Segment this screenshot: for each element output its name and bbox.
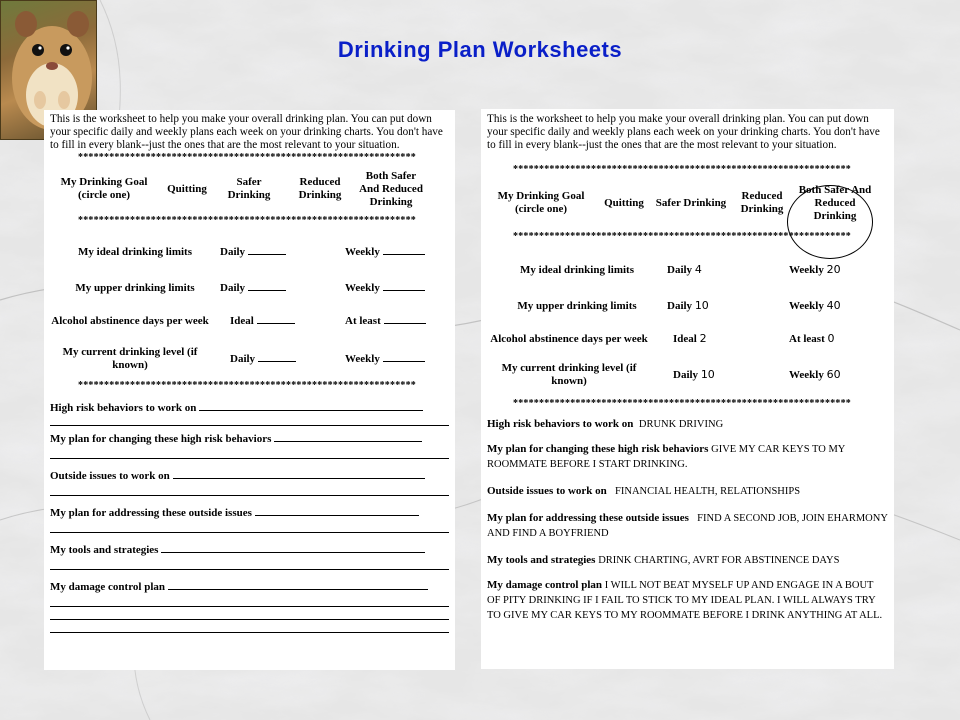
blank-line[interactable] — [50, 606, 449, 607]
star-divider: ***************************************************************** — [78, 215, 416, 226]
daily-label: Daily — [673, 369, 699, 381]
weekly-label: Weekly — [345, 281, 380, 294]
current-daily-value[interactable]: 10 — [700, 368, 715, 381]
goal-option-both[interactable]: Both Safer And Reduced Drinking — [798, 183, 872, 222]
outside-row — [50, 469, 449, 483]
high-risk-row — [50, 401, 449, 415]
daily-label: Daily — [667, 264, 693, 276]
weekly-label: Weekly — [345, 352, 380, 365]
upper-limits-row — [50, 278, 449, 298]
high-risk-label: High risk behaviors to work on — [487, 418, 634, 430]
abstinence-row — [50, 306, 449, 336]
star-divider: ***************************************************************** — [513, 231, 851, 242]
upper-limits-label: My upper drinking limits — [517, 299, 637, 312]
weekly-label: Weekly — [789, 300, 824, 312]
filled-worksheet — [481, 109, 894, 669]
star-divider: ***************************************************************** — [78, 380, 416, 391]
ideal-daily-value[interactable]: 4 — [694, 263, 702, 276]
ideal-weekly-value[interactable]: 20 — [826, 263, 841, 276]
star-divider: ***************************************************************** — [513, 164, 851, 175]
weekly-blank[interactable] — [383, 254, 425, 255]
goal-row — [50, 163, 449, 215]
goal-label: My Drinking Goal (circle one) — [60, 176, 148, 201]
goal-option-quitting[interactable]: Quitting — [167, 182, 207, 195]
plan-outside-row — [50, 506, 449, 520]
blank-line[interactable] — [50, 532, 449, 533]
plan-outside-answer[interactable]: FIND A SECOND JOB, JOIN EHARMONY AND FIND A BOYFRIEND — [487, 513, 888, 539]
damage-row — [487, 578, 888, 623]
tools-label: My tools and strategies — [50, 544, 159, 556]
selected-goal-circle — [787, 185, 873, 259]
worksheet-intro: This is the worksheet to help you make your overall drinking plan. You can put down your specific daily and weekly plans each week on your drinking charts. You don't have to fill in every blank--just the ones that are the most relevant to your situation. — [50, 113, 443, 151]
ideal-limits-row — [487, 260, 888, 280]
daily-label: Daily — [230, 352, 256, 365]
tools-label: My tools and strategies — [487, 554, 596, 566]
daily-blank[interactable] — [248, 290, 286, 291]
goal-option-safer[interactable]: Safer Drinking — [655, 196, 727, 209]
ideal-label: Ideal — [230, 314, 254, 327]
outside-answer[interactable]: FINANCIAL HEALTH, RELATIONSHIPS — [615, 486, 801, 497]
ideal-label: Ideal — [673, 333, 697, 345]
goal-option-safer[interactable]: Safer Drinking — [227, 176, 271, 201]
blank-line[interactable] — [50, 619, 449, 620]
plan-outside-blank[interactable] — [255, 515, 419, 516]
daily-blank[interactable] — [248, 254, 286, 255]
plan-outside-label: My plan for addressing these outside issues — [487, 512, 689, 524]
upper-limits-label: My upper drinking limits — [75, 281, 195, 294]
ideal-limits-row — [50, 242, 449, 262]
high-risk-blank[interactable] — [199, 410, 423, 411]
plan-high-risk-answer[interactable]: GIVE MY CAR KEYS TO MY ROOMMATE BEFORE I START DRINKING. — [487, 444, 845, 470]
damage-blank[interactable] — [168, 589, 428, 590]
goal-option-reduced[interactable]: Reduced Drinking — [740, 190, 784, 215]
blank-line[interactable] — [50, 458, 449, 459]
goal-option-quitting[interactable]: Quitting — [604, 196, 644, 209]
plan-high-risk-row — [50, 432, 449, 446]
plan-high-risk-label: My plan for changing these high risk behaviors — [50, 433, 272, 445]
abstinence-row — [487, 324, 888, 354]
ideal-blank[interactable] — [257, 323, 295, 324]
blank-worksheet — [44, 110, 455, 670]
outside-label: Outside issues to work on — [487, 485, 607, 497]
damage-row — [50, 580, 449, 594]
daily-blank[interactable] — [258, 361, 296, 362]
tools-answer[interactable]: DRINK CHARTING, AVRT FOR ABSTINENCE DAYS — [598, 555, 840, 566]
ideal-limits-label: My ideal drinking limits — [78, 245, 192, 258]
outside-blank[interactable] — [173, 478, 425, 479]
damage-label: My damage control plan — [487, 579, 602, 591]
high-risk-row — [487, 417, 888, 432]
tools-blank[interactable] — [161, 552, 425, 553]
blank-line[interactable] — [50, 569, 449, 570]
damage-label: My damage control plan — [50, 581, 165, 593]
abstinence-label: Alcohol abstinence days per week — [51, 314, 209, 327]
page-title: Drinking Plan Worksheets — [337, 37, 623, 62]
plan-outside-row — [487, 511, 888, 541]
goal-option-both[interactable]: Both Safer And Reduced Drinking — [359, 169, 423, 208]
weekly-blank[interactable] — [383, 361, 425, 362]
current-level-row — [50, 344, 449, 374]
daily-label: Daily — [667, 300, 693, 312]
ideal-limits-label: My ideal drinking limits — [520, 263, 634, 276]
plan-outside-label: My plan for addressing these outside issues — [50, 507, 252, 519]
damage-answer[interactable]: I WILL NOT BEAT MYSELF UP AND ENGAGE IN A BOUT OF PITY DRINKING IF I FAIL TO STICK TO MY IDEAL PLAN. I WILL ALWAYS TRY TO GIVE MY CAR KEYS TO MY ROOMMATE BEFORE I DRINK ANYTHING AT ALL. — [487, 580, 883, 621]
blank-line[interactable] — [50, 495, 449, 496]
high-risk-answer[interactable]: DRUNK DRIVING — [638, 419, 724, 430]
current-weekly-value[interactable]: 60 — [826, 368, 841, 381]
goal-option-reduced[interactable]: Reduced Drinking — [298, 176, 342, 201]
goal-label: My Drinking Goal (circle one) — [497, 190, 585, 215]
high-risk-label: High risk behaviors to work on — [50, 402, 197, 414]
plan-high-risk-label: My plan for changing these high risk behaviors — [487, 443, 709, 455]
star-divider: ***************************************************************** — [78, 152, 416, 163]
weekly-blank[interactable] — [383, 290, 425, 291]
plan-high-risk-blank[interactable] — [274, 441, 422, 442]
blank-line[interactable] — [50, 632, 449, 633]
plan-high-risk-row — [487, 442, 888, 472]
current-level-label: My current drinking level (if known) — [501, 362, 637, 387]
daily-label: Daily — [220, 245, 246, 258]
daily-label: Daily — [220, 281, 246, 294]
current-level-label: My current drinking level (if known) — [62, 346, 198, 371]
abstinence-ideal-value[interactable]: 2 — [699, 332, 707, 345]
at-least-blank[interactable] — [384, 323, 426, 324]
star-divider: ***************************************************************** — [513, 398, 851, 409]
abstinence-at-least-value[interactable]: 0 — [827, 332, 835, 345]
outside-row — [487, 484, 888, 499]
blank-line[interactable] — [50, 425, 449, 426]
upper-daily-value[interactable]: 10 — [694, 299, 709, 312]
weekly-label: Weekly — [789, 369, 824, 381]
upper-limits-row — [487, 296, 888, 316]
at-least-label: At least — [789, 333, 825, 345]
worksheet-intro: This is the worksheet to help you make your overall drinking plan. You can put down your specific daily and weekly plans each week on your drinking charts. You don't have to fill in every blank--just the ones that are the most relevant to your situation. — [487, 113, 880, 151]
current-level-row — [487, 360, 888, 390]
tools-row — [487, 553, 888, 568]
tools-row — [50, 543, 449, 557]
abstinence-label: Alcohol abstinence days per week — [490, 332, 648, 345]
weekly-label: Weekly — [345, 245, 380, 258]
at-least-label: At least — [345, 314, 381, 327]
weekly-label: Weekly — [789, 264, 824, 276]
upper-weekly-value[interactable]: 40 — [826, 299, 841, 312]
outside-label: Outside issues to work on — [50, 470, 170, 482]
